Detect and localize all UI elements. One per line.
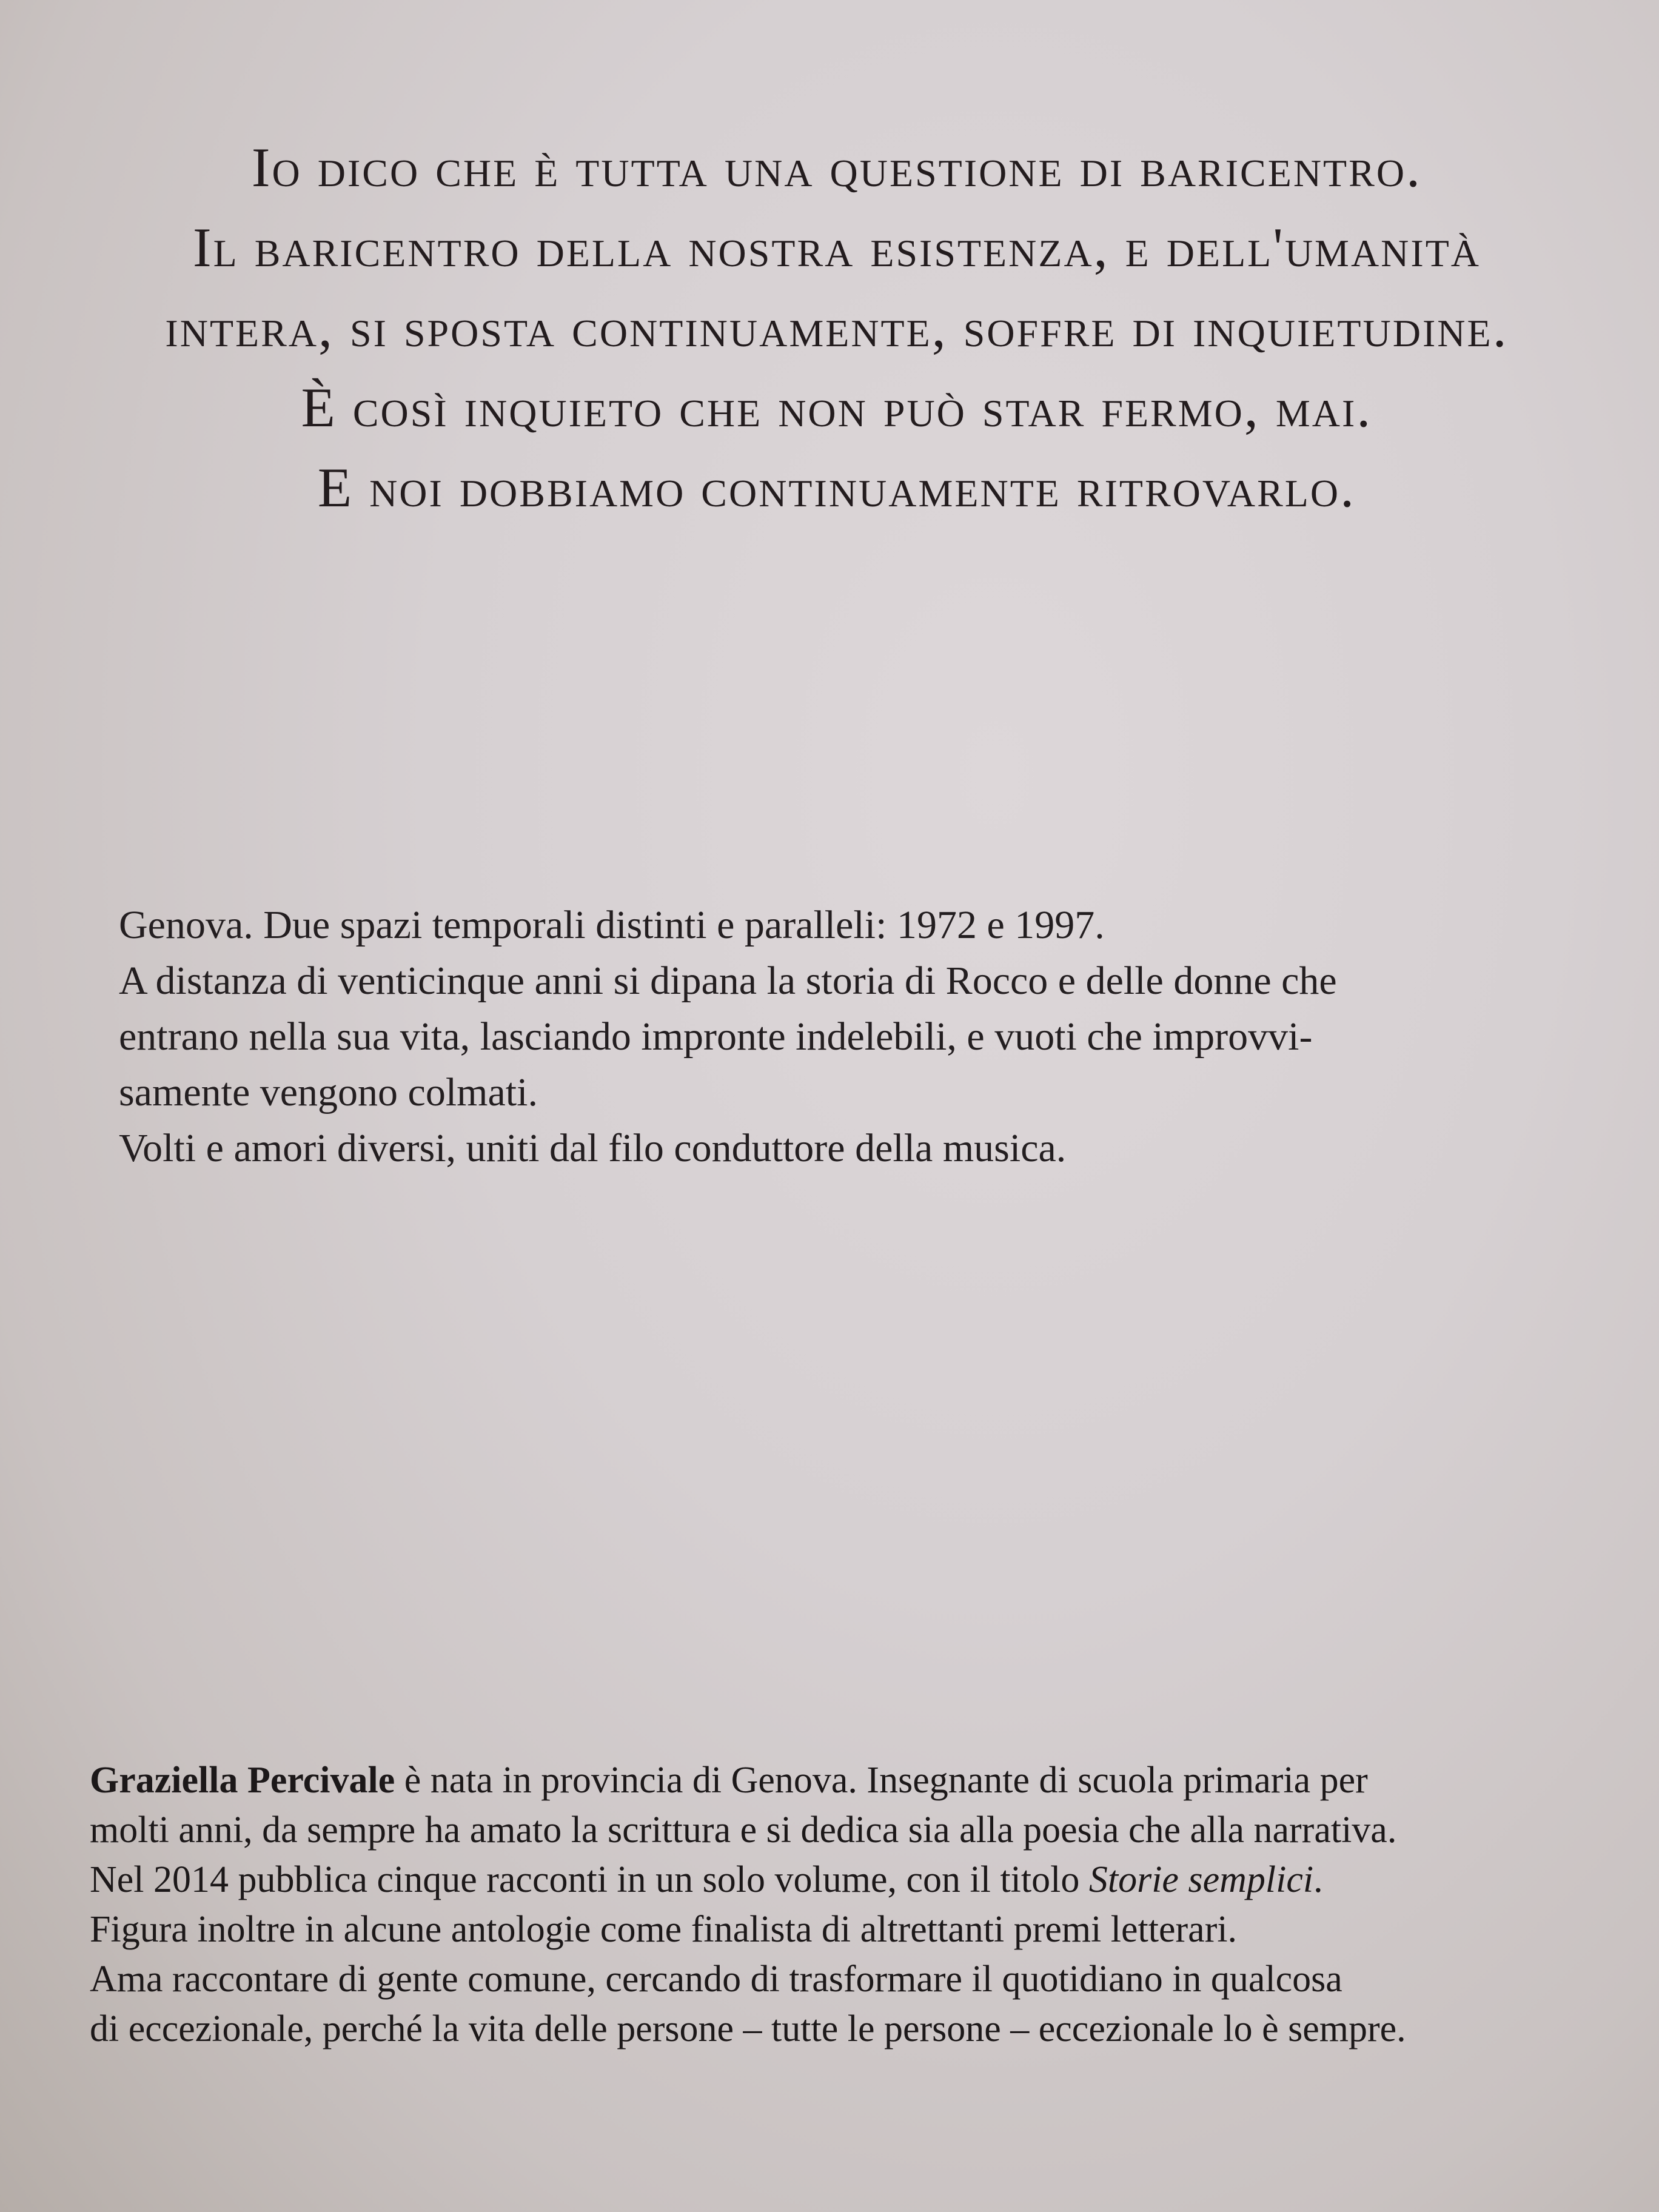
author-name: Graziella Percivale <box>90 1760 395 1801</box>
book-title: Storie semplici <box>1088 1859 1314 1900</box>
bio-line-3-text: Nel 2014 pubblica cinque racconti in un solo volume, con il titolo <box>90 1859 1089 1900</box>
synopsis-line-2: A distanza di venticinque anni si dipana la storia di Rocco e delle donne che <box>119 959 1337 1003</box>
quote-line-2: Il baricentro della nostra esistenza, e dell'umanità <box>192 216 1481 278</box>
bio-line-2: molti anni, da sempre ha amato la scrittura e si dedica sia alla poesia che alla narrativa. <box>90 1809 1397 1851</box>
book-synopsis <box>119 897 1623 1176</box>
bio-line-3-end: . <box>1313 1859 1323 1900</box>
bio-line-3 <box>90 1855 1630 1905</box>
quote-line-3: intera, si sposta continuamente, soffre di inquietudine. <box>165 297 1509 358</box>
epigraph-quote <box>36 127 1637 528</box>
quote-line-5: E noi dobbiamo continuamente ritrovarlo. <box>317 457 1356 518</box>
author-bio <box>90 1755 1630 2054</box>
bio-line-4: Figura inoltre in alcune antologie come finalista di altrettanti premi letterari. <box>90 1909 1238 1950</box>
bio-line-1-text: è nata in provincia di Genova. Insegnante di scuola primaria per <box>395 1760 1368 1801</box>
bio-line-1 <box>90 1755 1630 1805</box>
bio-line-5: Ama raccontare di gente comune, cercando di trasformare il quotidiano in qualcosa <box>90 1959 1342 2000</box>
quote-line-4: È così inquieto che non può star fermo, mai. <box>301 377 1373 438</box>
synopsis-line-5: Volti e amori diversi, uniti dal filo conduttore della musica. <box>119 1126 1067 1170</box>
synopsis-line-1: Genova. Due spazi temporali distinti e paralleli: 1972 e 1997. <box>119 903 1105 947</box>
bio-line-6: di eccezionale, perché la vita delle persone – tutte le persone – eccezionale lo è sempre. <box>90 2008 1406 2049</box>
synopsis-line-4: samente vengono colmati. <box>119 1070 538 1114</box>
synopsis-line-3: entrano nella sua vita, lasciando impronte indelebili, e vuoti che improvvi- <box>119 1014 1313 1059</box>
quote-line-1: Io dico che è tutta una questione di baricentro. <box>251 136 1423 198</box>
